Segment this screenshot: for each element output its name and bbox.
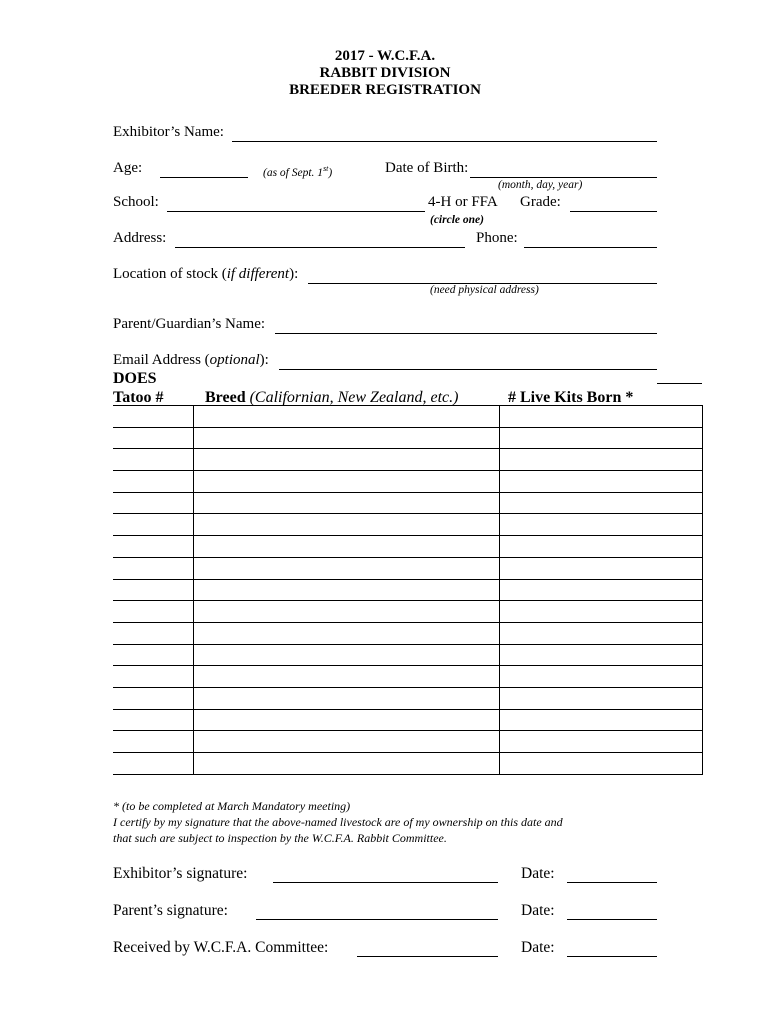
table-row: [113, 536, 702, 558]
table-row: [113, 492, 702, 514]
breed-cell[interactable]: [193, 427, 499, 449]
tattoo-cell[interactable]: [113, 579, 193, 601]
tattoo-cell[interactable]: [113, 449, 193, 471]
breed-cell[interactable]: [193, 753, 499, 775]
location-label: Location of stock (if different):: [113, 266, 299, 282]
address-label: Address:: [113, 230, 167, 246]
kits-cell[interactable]: [499, 557, 702, 579]
parent-name-field[interactable]: [275, 316, 657, 334]
exhibitor-date-label: Date:: [521, 865, 555, 882]
parent-date-field[interactable]: [567, 902, 657, 920]
table-row: [113, 427, 702, 449]
kits-cell[interactable]: [499, 579, 702, 601]
kits-cell[interactable]: [499, 427, 702, 449]
breed-cell[interactable]: [193, 666, 499, 688]
school-label: School:: [113, 194, 159, 210]
tattoo-cell[interactable]: [113, 622, 193, 644]
breed-cell[interactable]: [193, 709, 499, 731]
tattoo-cell[interactable]: [113, 471, 193, 493]
tattoo-cell[interactable]: [113, 557, 193, 579]
certification-text-1: I certify by my signature that the above-named livestock are of my ownership on this date and: [113, 815, 563, 829]
kits-cell[interactable]: [499, 731, 702, 753]
committee-date-field[interactable]: [567, 939, 657, 957]
breed-cell[interactable]: [193, 622, 499, 644]
parent-name-label: Parent/Guardian’s Name:: [113, 316, 266, 332]
table-row: [113, 406, 702, 428]
table-row: [113, 514, 702, 536]
breed-cell[interactable]: [193, 492, 499, 514]
parent-signature-label: Parent’s signature:: [113, 902, 228, 919]
exhibitor-name-field[interactable]: [232, 124, 657, 142]
breed-cell[interactable]: [193, 579, 499, 601]
table-row: [113, 731, 702, 753]
form-title-registration: BREEDER REGISTRATION: [289, 82, 481, 98]
kits-cell[interactable]: [499, 753, 702, 775]
phone-field[interactable]: [524, 230, 657, 248]
table-row: [113, 622, 702, 644]
grade-field[interactable]: [570, 194, 657, 212]
exhibitor-name-label: Exhibitor’s Name:: [113, 124, 224, 140]
email-label: Email Address (optional):: [113, 352, 269, 368]
phone-label: Phone:: [476, 230, 518, 246]
dob-note: (month, day, year): [498, 179, 583, 191]
location-note: (need physical address): [430, 284, 539, 296]
kits-cell[interactable]: [499, 666, 702, 688]
col-header-breed: Breed (Californian, New Zealand, etc.): [205, 389, 459, 406]
kits-cell[interactable]: [499, 709, 702, 731]
committee-signature-field[interactable]: [357, 939, 498, 957]
dob-field[interactable]: [470, 160, 657, 178]
does-table: [113, 405, 703, 775]
table-row: [113, 471, 702, 493]
table-row: [113, 449, 702, 471]
kits-cell[interactable]: [499, 536, 702, 558]
footnote-mandatory: * (to be completed at March Mandatory meeting): [113, 799, 351, 813]
table-row: [113, 687, 702, 709]
exhibitor-date-field[interactable]: [567, 865, 657, 883]
tattoo-cell[interactable]: [113, 709, 193, 731]
kits-cell[interactable]: [499, 601, 702, 623]
breed-cell[interactable]: [193, 731, 499, 753]
kits-cell[interactable]: [499, 471, 702, 493]
exhibitor-signature-label: Exhibitor’s signature:: [113, 865, 248, 882]
tattoo-cell[interactable]: [113, 427, 193, 449]
table-row: [113, 709, 702, 731]
tattoo-cell[interactable]: [113, 687, 193, 709]
tattoo-cell[interactable]: [113, 753, 193, 775]
kits-cell[interactable]: [499, 449, 702, 471]
breed-cell[interactable]: [193, 449, 499, 471]
breed-cell[interactable]: [193, 644, 499, 666]
parent-date-label: Date:: [521, 902, 555, 919]
kits-cell[interactable]: [499, 406, 702, 428]
tattoo-cell[interactable]: [113, 514, 193, 536]
breed-cell[interactable]: [193, 514, 499, 536]
tattoo-cell[interactable]: [113, 406, 193, 428]
age-label: Age:: [113, 160, 143, 176]
committee-signature-label: Received by W.C.F.A. Committee:: [113, 939, 329, 956]
club-note: (circle one): [430, 214, 484, 226]
tattoo-cell[interactable]: [113, 666, 193, 688]
tattoo-cell[interactable]: [113, 492, 193, 514]
parent-signature-field[interactable]: [256, 902, 498, 920]
grade-label: Grade:: [520, 194, 561, 210]
table-row: [113, 644, 702, 666]
club-label: 4-H or FFA: [428, 194, 498, 210]
table-row: [113, 579, 702, 601]
tattoo-cell[interactable]: [113, 536, 193, 558]
breed-cell[interactable]: [193, 471, 499, 493]
kits-cell[interactable]: [499, 514, 702, 536]
tattoo-cell[interactable]: [113, 644, 193, 666]
kits-cell[interactable]: [499, 622, 702, 644]
table-row: [113, 557, 702, 579]
committee-date-label: Date:: [521, 939, 555, 956]
exhibitor-signature-field[interactable]: [273, 865, 498, 883]
table-row: [113, 666, 702, 688]
kits-cell[interactable]: [499, 687, 702, 709]
breed-cell[interactable]: [193, 601, 499, 623]
form-title-year: 2017 - W.C.F.A.: [334, 48, 436, 64]
table-row: [113, 753, 702, 775]
form-title-division: RABBIT DIVISION: [319, 65, 451, 81]
kits-cell[interactable]: [499, 492, 702, 514]
kits-cell[interactable]: [499, 644, 702, 666]
breed-cell[interactable]: [193, 536, 499, 558]
breed-cell[interactable]: [193, 687, 499, 709]
header-top-rule: [657, 383, 702, 384]
tattoo-cell[interactable]: [113, 731, 193, 753]
location-field[interactable]: [308, 266, 657, 284]
school-field[interactable]: [167, 194, 425, 212]
breed-cell[interactable]: [193, 557, 499, 579]
tattoo-cell[interactable]: [113, 601, 193, 623]
does-section-title: DOES: [113, 370, 157, 387]
age-note: (as of Sept. 1st): [263, 164, 333, 179]
table-row: [113, 601, 702, 623]
dob-label: Date of Birth:: [385, 160, 469, 176]
address-field[interactable]: [175, 230, 465, 248]
certification-text-2: that such are subject to inspection by the W.C.F.A. Rabbit Committee.: [113, 831, 447, 845]
email-field[interactable]: [279, 352, 657, 370]
col-header-tattoo: Tatoo #: [113, 389, 164, 406]
age-field[interactable]: [160, 160, 248, 178]
breed-cell[interactable]: [193, 406, 499, 428]
col-header-kits: # Live Kits Born *: [508, 389, 634, 406]
